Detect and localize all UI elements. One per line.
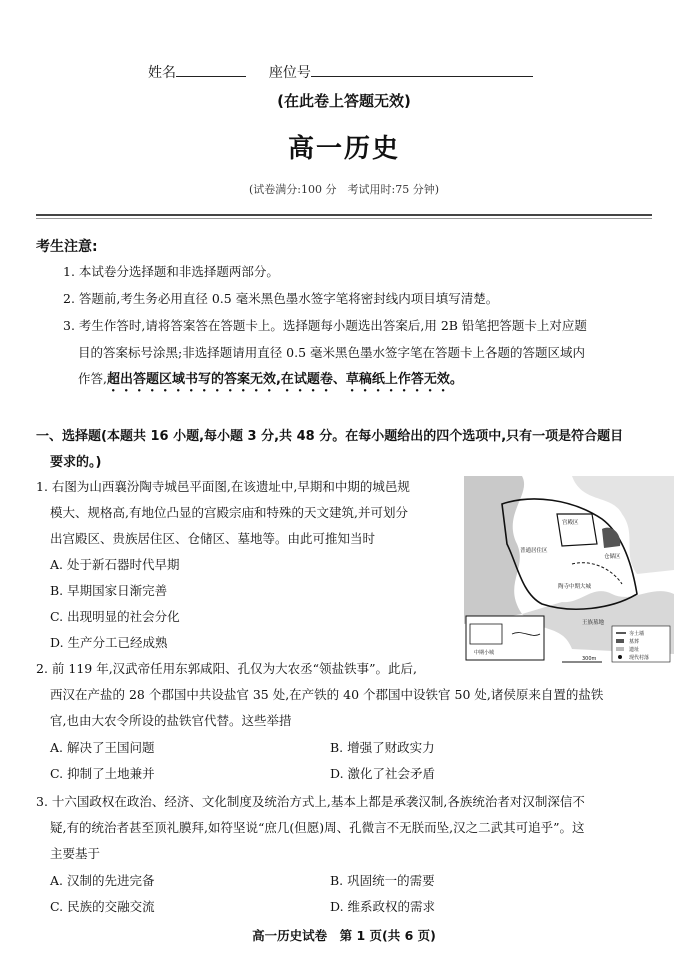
name-blank <box>176 62 246 77</box>
map-legend-1: 夯土墙 <box>629 631 645 637</box>
page-footer: 高一历史试卷 第 1 页(共 6 页) <box>252 928 436 943</box>
q3-stem-2: 疑,有的统治者甚至顶礼膜拜,如符坚说“庶几(但愿)周、孔微言不无朕而坠,汉之二武其可追乎”。这 <box>50 820 585 835</box>
map-label-city: 陶寺中期大城 <box>558 584 592 590</box>
map-terrain-left <box>464 476 524 624</box>
map-scale-label: 300m <box>582 656 597 662</box>
name-label: 姓名 <box>148 65 176 81</box>
q1-stem-2: 模大、规格高,有地位凸显的宫殿宗庙和特殊的天文建筑,并可划分 <box>50 505 408 520</box>
seat-label: 座位号 <box>268 65 311 81</box>
map-legend-2: 墓葬 <box>629 639 640 645</box>
notice-title: 考生注意: <box>36 239 98 255</box>
notice-item-1: 1. 本试卷分选择题和非选择题两部分。 <box>63 264 279 279</box>
taosi-site-map <box>462 474 674 666</box>
notice-item-3: 3. 考生作答时,请将答案答在答题卡上。选择题每小题选出答案后,用 2B 铅笔把答题卡上对应题 <box>63 318 587 333</box>
q3-option-a: A. 汉制的先进完备 <box>50 873 155 888</box>
map-legend-4: 现代村落 <box>629 655 650 661</box>
header-divider-thin <box>36 218 652 219</box>
notice-item-2: 2. 答题前,考生务必用直径 0.5 毫米黑色墨水签字笔将密封线内项目填写清楚。 <box>63 291 499 306</box>
q2-stem-1: 2. 前 119 年,汉武帝任用东郭咸阳、孔仅为大农丞“领盐铁事”。此后, <box>36 661 417 676</box>
invalid-note: (在此卷上答题无效) <box>277 92 411 110</box>
q1-option-b: B. 早期国家日渐完善 <box>50 583 168 598</box>
map-label-storage: 仓储区 <box>604 554 621 560</box>
q1-stem-1: 1. 右图为山西襄汾陶寺城邑平面图,在该遗址中,早期和中期的城邑规 <box>36 479 410 494</box>
q2-option-d: D. 激化了社会矛盾 <box>330 766 436 781</box>
section-heading-cont: 要求的。) <box>50 455 102 470</box>
map-label-palace: 宫殿区 <box>562 520 579 526</box>
notice-item-3-end <box>78 371 463 395</box>
q2-option-b: B. 增强了财政实力 <box>330 740 435 755</box>
map-legend-village-swatch <box>618 655 622 659</box>
q2-stem-2: 西汉在产盐的 28 个郡国中共设盐官 35 处,在产铁的 40 个郡国中设铁官 50 处,诸侯原来自置的盐铁 <box>50 687 604 702</box>
q3-option-c: C. 民族的交融交流 <box>50 899 155 914</box>
map-legend-site-swatch <box>616 647 624 651</box>
seat-blank <box>311 62 533 77</box>
q2-option-a: A. 解决了王国问题 <box>50 740 155 755</box>
header-divider <box>36 214 652 216</box>
page-title: 高一历史 <box>287 134 400 164</box>
map-legend-tomb-swatch <box>616 639 624 643</box>
notice-item-3-cont: 目的答案标号涂黑;非选择题请用直径 0.5 毫米黑色墨水签字笔在答题卡上各题的答题区域内 <box>78 345 586 360</box>
notice-emphasis: 超出答题区域书写的答案无效,在试题卷、草稿纸上作答无效。 <box>106 372 463 387</box>
q3-option-b: B. 巩固统一的需要 <box>330 873 435 888</box>
map-label-small-city: 中期小城 <box>474 650 495 656</box>
exam-info: (试卷满分:100 分 考试用时:75 分钟) <box>249 183 439 196</box>
q3-stem-3: 主要基于 <box>50 846 101 861</box>
map-label-tomb: 王族墓地 <box>582 620 605 626</box>
q1-stem-3: 出宫殿区、贵族居住区、仓储区、墓地等。由此可推知当时 <box>50 531 376 546</box>
notice-item-3-tail: 作答, <box>78 371 107 386</box>
map-label-residence: 普通居住区 <box>520 548 548 554</box>
q2-option-c: C. 抑制了土地兼并 <box>50 766 155 781</box>
q1-option-d: D. 生产分工已经成熟 <box>50 635 168 650</box>
q2-stem-3: 官,也由大农令所设的盐铁官代替。这些举措 <box>50 713 292 728</box>
section-heading: 一、选择题(本题共 16 小题,每小题 3 分,共 48 分。在每小题给出的四个选项中,只有一项是符合题目 <box>36 429 624 444</box>
q1-option-c: C. 出现明显的社会分化 <box>50 609 180 624</box>
q3-stem-1: 3. 十六国政权在政治、经济、文化制度及统治方式上,基本上都是承袭汉制,各族统治者对汉制深信不 <box>36 794 585 809</box>
candidate-info-line <box>148 62 533 82</box>
q1-option-a: A. 处于新石器时代早期 <box>50 557 180 572</box>
q3-option-d: D. 维系政权的需求 <box>330 899 436 914</box>
map-legend-3: 遗址 <box>629 647 640 653</box>
